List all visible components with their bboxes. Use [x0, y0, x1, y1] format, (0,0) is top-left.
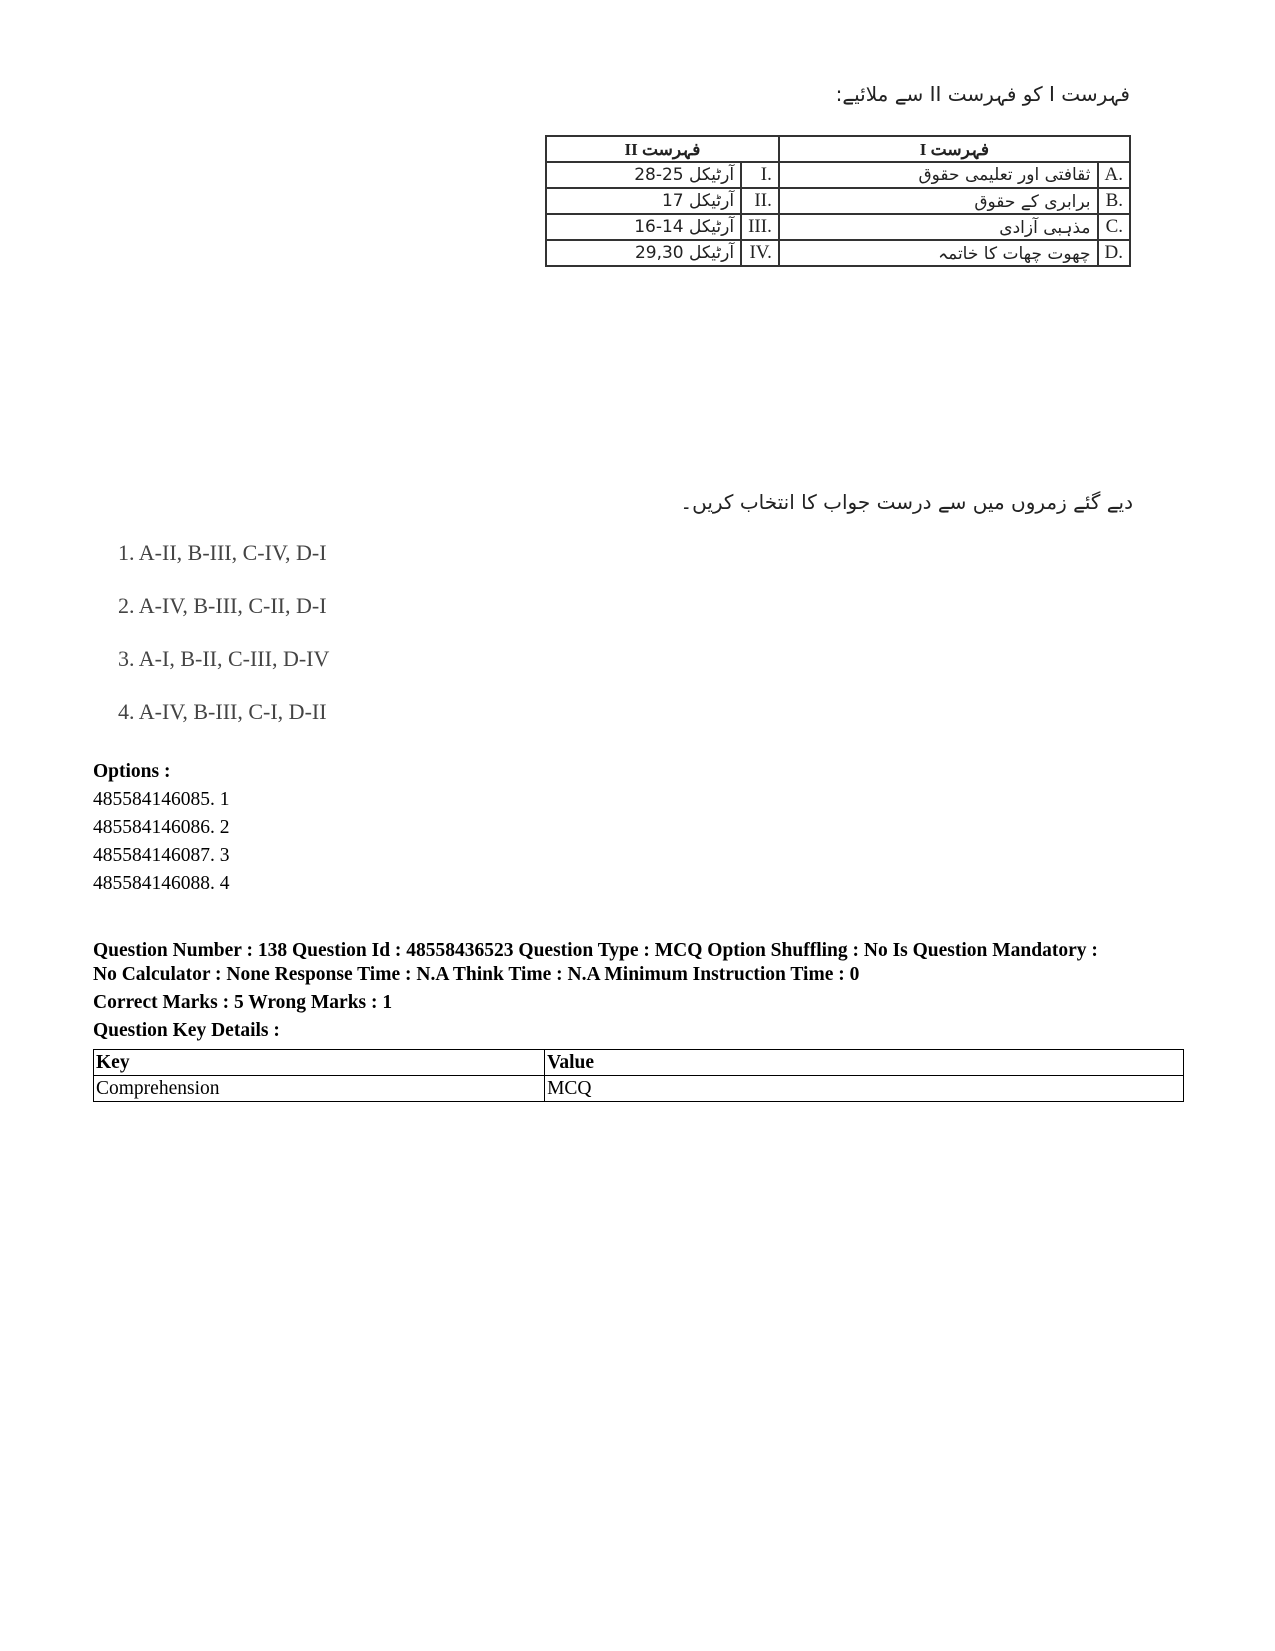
question-info-line-1: Question Number : 138 Question Id : 48558436523 Question Type : MCQ Option Shuffling : No Is Question Mandatory : — [93, 940, 1098, 961]
list1-label: C. — [1098, 214, 1130, 240]
match-instruction: فہرست I کو فہرست II سے ملائیے: — [835, 82, 1130, 106]
value-header: Value — [545, 1050, 1184, 1076]
list2-item: آرٹیکل 17 — [546, 188, 741, 214]
table-row — [546, 214, 1130, 240]
list2-header: فہرست II — [546, 136, 779, 162]
match-table — [545, 135, 1131, 267]
key-details-table — [93, 1049, 1184, 1102]
answer-choice-4: 4. A-IV, B-III, C-I, D-II — [118, 699, 327, 724]
key-header: Key — [94, 1050, 545, 1076]
question-info — [93, 939, 1183, 987]
answer-choice-3: 3. A-I, B-II, C-III, D-IV — [118, 646, 330, 671]
key-details-heading: Question Key Details : — [93, 1020, 280, 1041]
table-row — [94, 1050, 1184, 1076]
list2-item: آرٹیکل 14-16 — [546, 214, 741, 240]
key-cell: Comprehension — [94, 1076, 545, 1102]
option-id-4: 485584146088. 4 — [93, 873, 230, 894]
list2-item: آرٹیکل 29,30 — [546, 240, 741, 266]
list1-item: برابری کے حقوق — [779, 188, 1098, 214]
answer-choice-1: 1. A-II, B-III, C-IV, D-I — [118, 540, 327, 565]
list1-header: فہرست I — [779, 136, 1130, 162]
table-row — [546, 162, 1130, 188]
table-row — [94, 1076, 1184, 1102]
options-heading: Options : — [93, 761, 171, 782]
list1-item: چھوت چھات کا خاتمہ — [779, 240, 1098, 266]
option-id-2: 485584146086. 2 — [93, 817, 230, 838]
list2-label: I. — [741, 162, 779, 188]
list1-label: A. — [1098, 162, 1130, 188]
answer-choice-2: 2. A-IV, B-III, C-II, D-I — [118, 593, 327, 618]
list1-item: ثقافتی اور تعلیمی حقوق — [779, 162, 1098, 188]
list1-item: مذہبی آزادی — [779, 214, 1098, 240]
value-cell: MCQ — [545, 1076, 1184, 1102]
option-id-3: 485584146087. 3 — [93, 845, 230, 866]
list1-label: B. — [1098, 188, 1130, 214]
options-list — [93, 786, 1183, 898]
answer-choices — [118, 540, 329, 752]
list2-label: IV. — [741, 240, 779, 266]
list2-label: II. — [741, 188, 779, 214]
question-info-line-2: No Calculator : None Response Time : N.A Think Time : N.A Minimum Instruction Time : 0 — [93, 964, 860, 985]
list2-item: آرٹیکل 25-28 — [546, 162, 741, 188]
marks-info: Correct Marks : 5 Wrong Marks : 1 — [93, 992, 393, 1013]
table-row — [546, 188, 1130, 214]
list1-label: D. — [1098, 240, 1130, 266]
table-row — [546, 240, 1130, 266]
choose-instruction: دیے گئے زمروں میں سے درست جواب کا انتخاب کریں۔ — [680, 490, 1133, 514]
match-table-header — [546, 136, 1130, 162]
option-id-1: 485584146085. 1 — [93, 789, 230, 810]
list2-label: III. — [741, 214, 779, 240]
